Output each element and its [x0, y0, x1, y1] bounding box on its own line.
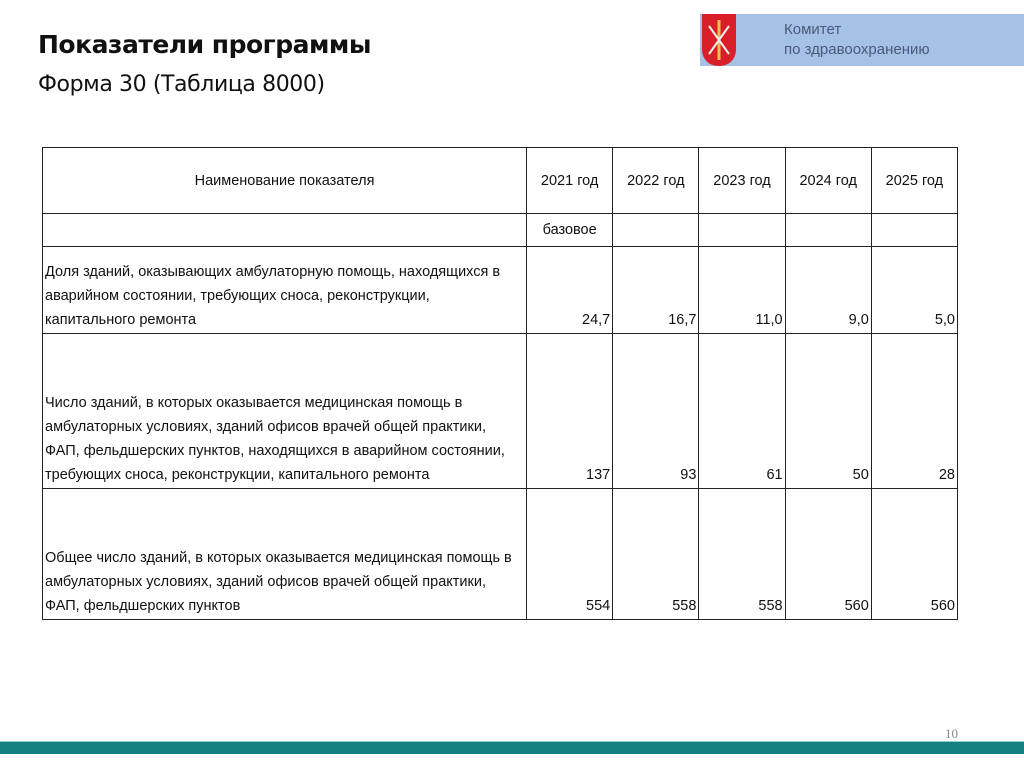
page-number: 10 — [945, 726, 958, 741]
empty-cell — [871, 214, 957, 247]
value-cell: 560 — [871, 489, 957, 620]
logo-line-2: по здравоохранению — [784, 41, 930, 58]
value-cell: 16,7 — [613, 247, 699, 334]
empty-cell — [43, 214, 527, 247]
value-cell: 9,0 — [785, 247, 871, 334]
value-cell: 50 — [785, 334, 871, 489]
table-header-row — [43, 148, 958, 214]
value-cell: 11,0 — [699, 247, 785, 334]
coat-of-arms-icon — [702, 14, 736, 66]
value-cell: 558 — [613, 489, 699, 620]
value-cell: 5,0 — [871, 247, 957, 334]
table-row — [43, 489, 958, 620]
column-header: 2025 год — [871, 148, 957, 214]
value-cell: 560 — [785, 489, 871, 620]
value-cell: 137 — [527, 334, 613, 489]
empty-cell — [613, 214, 699, 247]
footer-bar — [0, 741, 1024, 754]
table-row — [43, 334, 958, 489]
base-label: базовое — [527, 214, 613, 247]
base-row — [43, 214, 958, 247]
value-cell: 61 — [699, 334, 785, 489]
indicator-name: Число зданий, в которых оказывается медицинская помощь в амбулаторных условиях, зданий офисов врачей общей практики, ФАП, фельдшерских пунктов, находящихся в аварийном состоянии, требующих сноса, реконструкции, капитального ремонта — [43, 334, 527, 489]
table-row — [43, 247, 958, 334]
empty-cell — [699, 214, 785, 247]
indicators-table — [42, 147, 958, 620]
column-header: 2024 год — [785, 148, 871, 214]
empty-cell — [785, 214, 871, 247]
column-header: 2022 год — [613, 148, 699, 214]
value-cell: 554 — [527, 489, 613, 620]
value-cell: 28 — [871, 334, 957, 489]
value-cell: 93 — [613, 334, 699, 489]
page-subtitle: Форма 30 (Таблица 8000) — [38, 72, 325, 97]
logo-line-1: Комитет — [784, 21, 842, 38]
value-cell: 24,7 — [527, 247, 613, 334]
indicator-name: Общее число зданий, в которых оказывается медицинская помощь в амбулаторных условиях, зданий офисов врачей общей практики, ФАП, фельдшерских пунктов — [43, 489, 527, 620]
page-title: Показатели программы — [38, 30, 371, 59]
column-header: 2021 год — [527, 148, 613, 214]
column-header: 2023 год — [699, 148, 785, 214]
column-header: Наименование показателя — [43, 148, 527, 214]
value-cell: 558 — [699, 489, 785, 620]
logo-text — [784, 20, 930, 60]
indicator-name: Доля зданий, оказывающих амбулаторную помощь, находящихся в аварийном состоянии, требующих сноса, реконструкции, капитального ремонта — [43, 247, 527, 334]
